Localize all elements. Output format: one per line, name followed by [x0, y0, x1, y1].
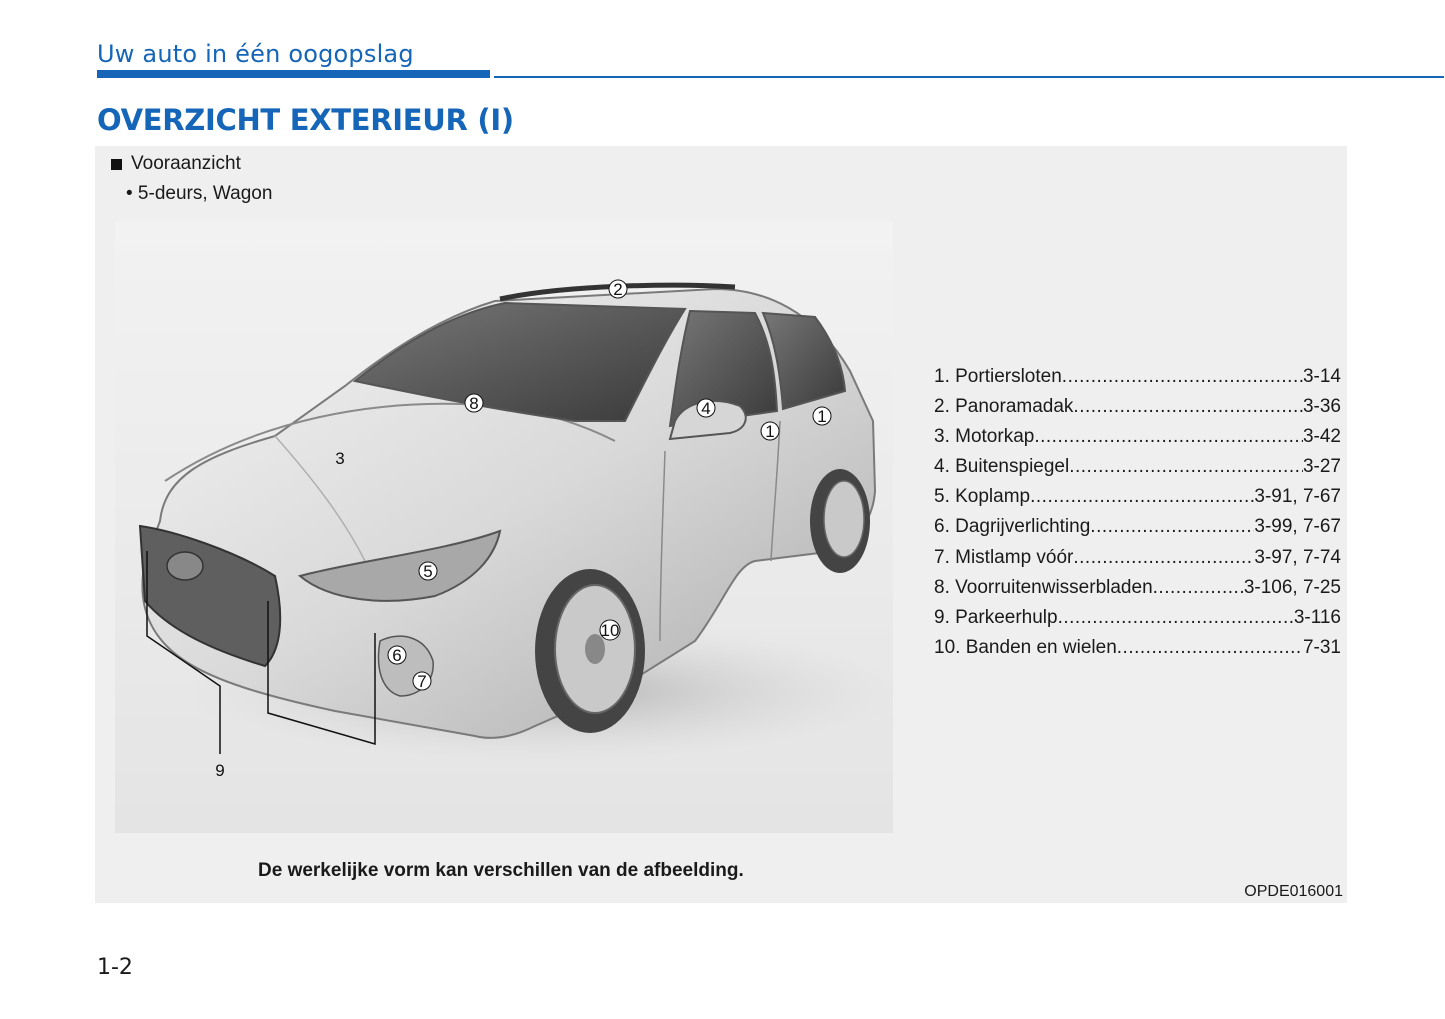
callout-10: 10 [600, 621, 620, 640]
list-item [934, 486, 1341, 516]
page-title: OVERZICHT EXTERIEUR (I) [97, 103, 514, 137]
list-item [934, 366, 1341, 396]
part-label: 4. Buitenspiegel [934, 456, 1070, 478]
part-page-ref: 3-91, 7-67 [1254, 486, 1341, 508]
part-label: 5. Koplamp [934, 486, 1031, 508]
callout-6: 6 [392, 646, 402, 665]
part-page-ref: 3-99, 7-67 [1254, 516, 1341, 538]
list-item [934, 396, 1341, 426]
part-label: 7. Mistlamp vóór [934, 546, 1074, 568]
list-item [934, 426, 1341, 456]
part-label: 9. Parkeerhulp [934, 606, 1058, 628]
list-item [934, 516, 1341, 546]
brand-logo-icon [167, 552, 203, 580]
part-page-ref: 3-106, 7-25 [1243, 576, 1341, 598]
rear-wheel [824, 481, 864, 557]
figure-panel [95, 146, 1347, 903]
callout-2: 2 [613, 280, 623, 299]
leader-dots [1069, 456, 1303, 478]
part-page-ref: 3-116 [1293, 606, 1341, 628]
page-number: 1-2 [97, 955, 133, 980]
header-rule-thin [494, 76, 1444, 78]
subsection-label: • 5-deurs, Wagon [126, 183, 273, 204]
parts-list [934, 366, 1341, 667]
part-label: 1. Portiersloten [934, 366, 1062, 387]
leader-dots [1090, 516, 1254, 538]
callout-8: 8 [469, 394, 479, 413]
leader-dots [1073, 396, 1303, 418]
disclaimer-note: De werkelijke vorm kan verschillen van de afbeelding. [258, 860, 744, 881]
part-page-ref: 3-97, 7-74 [1254, 546, 1341, 568]
header-rule-thick [97, 70, 490, 78]
part-page-ref: 3-14 [1302, 366, 1341, 387]
part-page-ref: 3-36 [1302, 396, 1341, 418]
part-label: 8. Voorruitenwisserbladen [934, 576, 1153, 598]
callout-9: 9 [215, 761, 225, 780]
leader-dots [1058, 607, 1294, 629]
part-label: 3. Motorkap [934, 426, 1035, 448]
part-page-ref: 3-42 [1302, 426, 1341, 448]
leader-dots [1117, 637, 1303, 659]
part-label: 6. Dagrijverlichting [934, 516, 1091, 538]
leader-dots [1153, 577, 1244, 599]
leader-dots [1034, 426, 1303, 448]
callout-5: 5 [423, 562, 433, 581]
chapter-header: Uw auto in één oogopslag [97, 40, 414, 68]
part-page-ref: 3-27 [1302, 456, 1341, 478]
section-label: Vooraanzicht [131, 153, 241, 174]
list-item [934, 577, 1341, 607]
square-bullet-icon [111, 159, 122, 170]
callout-1-rear-door: 1 [817, 407, 827, 426]
part-label: 10. Banden en wielen [934, 636, 1117, 658]
list-item [934, 637, 1341, 667]
part-label: 2. Panoramadak [934, 396, 1074, 418]
part-page-ref: 7-31 [1302, 636, 1341, 658]
leader-dots [1073, 547, 1254, 569]
image-code: OPDE016001 [1244, 883, 1343, 900]
callout-7: 7 [417, 672, 427, 691]
leader-dots [1062, 366, 1303, 388]
car-illustration [115, 221, 893, 833]
leader-dots [1030, 486, 1254, 508]
callout-4: 4 [701, 399, 711, 418]
section-heading [111, 153, 241, 175]
callout-1-front-door: 1 [765, 422, 775, 441]
list-item [934, 547, 1341, 577]
list-item [934, 456, 1341, 486]
list-item [934, 607, 1341, 637]
callout-3: 3 [335, 449, 345, 468]
